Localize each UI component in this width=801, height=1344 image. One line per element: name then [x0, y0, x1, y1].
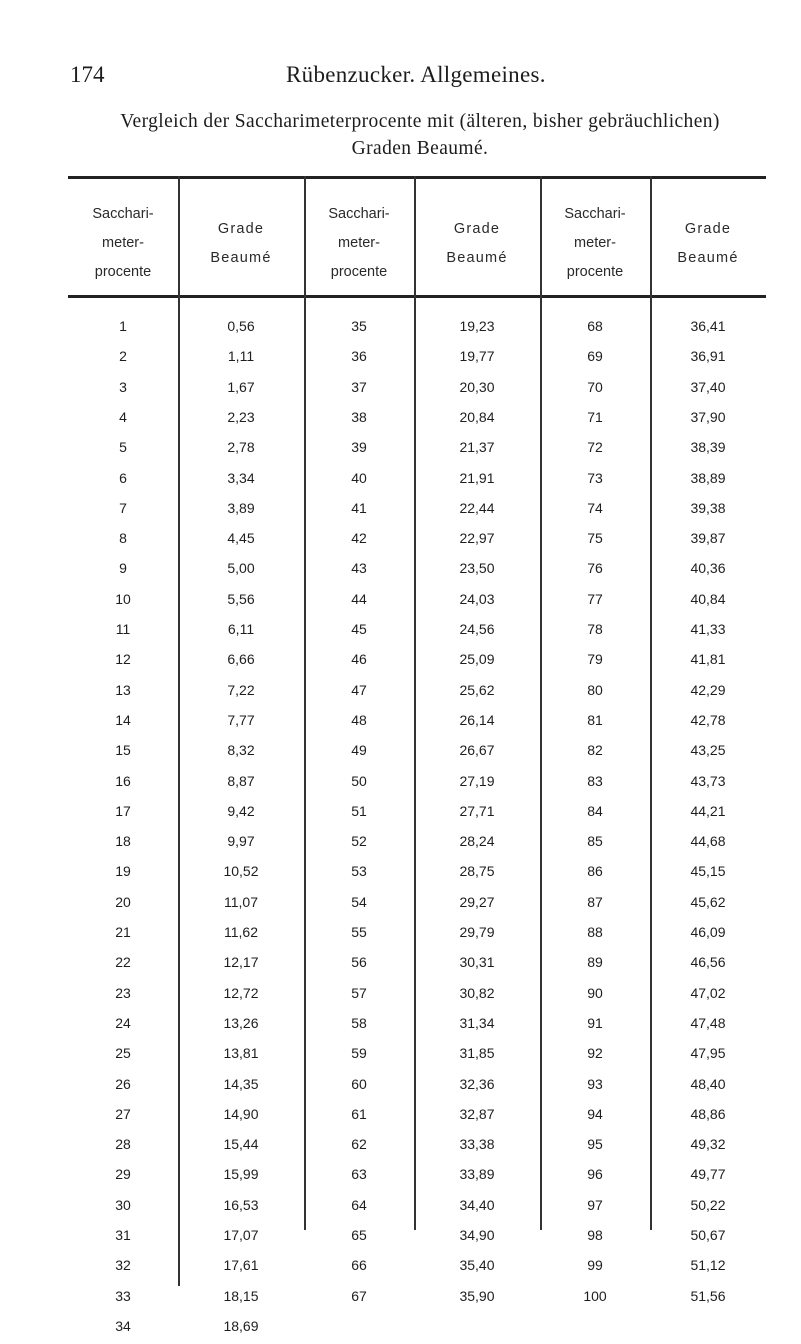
cell-grade-beaume: 3,34: [227, 469, 255, 486]
table-row: [68, 887, 766, 917]
cell-saccharimeter-procent: 67: [351, 1287, 367, 1304]
cell-saccharimeter-procent: 17: [115, 802, 131, 819]
cell-saccharimeter-procent: 70: [587, 378, 603, 395]
table-row: [68, 1038, 766, 1068]
cell-saccharimeter-procent: 66: [351, 1257, 367, 1274]
cell-saccharimeter-procent: 18: [115, 833, 131, 850]
cell-saccharimeter-procent: 99: [587, 1257, 603, 1274]
cell-saccharimeter-procent: 39: [351, 439, 367, 456]
cell-grade-beaume: 31,85: [459, 1045, 495, 1062]
header-saccharimeter-procente: Sacchari- meter- procente: [328, 206, 390, 280]
cell-grade-beaume: 10,52: [223, 863, 259, 880]
table-row: [68, 372, 766, 402]
cell-grade-beaume: 35,40: [459, 1257, 495, 1274]
cell-grade-beaume: 16,53: [223, 1196, 259, 1213]
cell-saccharimeter-procent: 96: [587, 1166, 603, 1183]
cell-grade-beaume: 40,36: [690, 560, 726, 577]
cell-saccharimeter-procent: 51: [351, 802, 367, 819]
cell-grade-beaume: 41,81: [690, 651, 726, 668]
cell-saccharimeter-procent: 54: [351, 893, 367, 910]
cell-saccharimeter-procent: 22: [115, 954, 131, 971]
cell-grade-beaume: 5,00: [227, 560, 255, 577]
cell-saccharimeter-procent: 26: [115, 1075, 131, 1092]
cell-saccharimeter-procent: 19: [115, 863, 131, 880]
cell-saccharimeter-procent: 9: [119, 560, 127, 577]
cell-grade-beaume: 11,07: [224, 893, 258, 910]
cell-saccharimeter-procent: 52: [351, 833, 367, 850]
cell-saccharimeter-procent: 45: [351, 621, 367, 637]
cell-grade-beaume: 7,22: [227, 681, 255, 698]
cell-saccharimeter-procent: 27: [115, 1105, 131, 1122]
cell-grade-beaume: 39,38: [690, 499, 726, 516]
cell-saccharimeter-procent: 3: [119, 378, 127, 395]
cell-saccharimeter-procent: 94: [587, 1105, 603, 1122]
cell-saccharimeter-procent: 38: [351, 408, 367, 425]
cell-saccharimeter-procent: 83: [587, 772, 603, 789]
cell-saccharimeter-procent: 93: [587, 1075, 603, 1092]
cell-grade-beaume: 31,34: [459, 1014, 495, 1031]
table-row: [68, 856, 766, 886]
cell-grade-beaume: 37,40: [690, 378, 726, 395]
cell-grade-beaume: 11,62: [224, 924, 258, 940]
cell-grade-beaume: 15,99: [223, 1166, 259, 1183]
caption-line-1: Vergleich der Saccharimeterprocente mit (älteren, bisher gebräuchlichen): [120, 111, 720, 132]
cell-grade-beaume: 41,33: [690, 621, 726, 637]
cell-grade-beaume: 48,86: [690, 1105, 726, 1122]
cell-grade-beaume: 46,09: [690, 924, 726, 940]
cell-grade-beaume: 7,77: [227, 711, 255, 728]
cell-grade-beaume: 17,61: [223, 1257, 259, 1274]
cell-saccharimeter-procent: 81: [587, 711, 603, 728]
cell-grade-beaume: 13,81: [223, 1045, 259, 1062]
caption-line-2: Graden Beaumé.: [351, 138, 489, 159]
cell-grade-beaume: 35,90: [459, 1287, 495, 1304]
cell-saccharimeter-procent: 50: [351, 772, 367, 789]
cell-grade-beaume: 2,78: [227, 439, 255, 456]
cell-grade-beaume: 45,62: [690, 893, 726, 910]
cell-saccharimeter-procent: 59: [351, 1045, 367, 1062]
cell-grade-beaume: 15,44: [223, 1136, 259, 1153]
cell-saccharimeter-procent: 86: [587, 863, 603, 880]
cell-grade-beaume: 8,32: [227, 742, 255, 759]
cell-grade-beaume: 21,37: [459, 439, 495, 456]
cell-grade-beaume: 44,21: [690, 802, 726, 819]
cell-saccharimeter-procent: 64: [351, 1196, 367, 1213]
cell-saccharimeter-procent: 11: [115, 621, 131, 637]
cell-grade-beaume: 4,45: [227, 530, 255, 547]
cell-grade-beaume: 6,66: [227, 651, 255, 668]
cell-saccharimeter-procent: 14: [115, 711, 131, 728]
cell-grade-beaume: 34,90: [459, 1227, 495, 1243]
table-row: [68, 584, 766, 614]
table-row: [68, 1250, 766, 1280]
table-row: [68, 1220, 766, 1250]
cell-saccharimeter-procent: 16: [115, 772, 131, 789]
cell-grade-beaume: 45,15: [690, 863, 726, 880]
cell-grade-beaume: 26,67: [459, 742, 495, 759]
cell-grade-beaume: 33,38: [459, 1136, 495, 1153]
cell-saccharimeter-procent: 2: [119, 348, 127, 365]
cell-grade-beaume: 8,87: [227, 772, 255, 789]
page-number: 174: [70, 62, 105, 87]
cell-saccharimeter-procent: 47: [351, 681, 367, 698]
table-header-rule: [68, 295, 766, 298]
table-row: [68, 735, 766, 765]
table-row: [68, 947, 766, 977]
cell-grade-beaume: 14,35: [223, 1075, 259, 1092]
table-row: [68, 341, 766, 371]
cell-grade-beaume: 5,56: [227, 590, 255, 607]
cell-grade-beaume: 37,90: [690, 408, 726, 425]
cell-saccharimeter-procent: 58: [351, 1014, 367, 1031]
table-row: [68, 1099, 766, 1129]
cell-grade-beaume: [650, 1311, 766, 1341]
cell-grade-beaume: 47,02: [690, 984, 726, 1001]
cell-saccharimeter-procent: 65: [351, 1227, 367, 1243]
cell-grade-beaume: 47,95: [690, 1045, 726, 1062]
cell-saccharimeter-procent: 63: [351, 1166, 367, 1183]
cell-grade-beaume: 22,44: [459, 499, 495, 516]
cell-grade-beaume: 42,78: [690, 711, 726, 728]
cell-saccharimeter-procent: 85: [587, 833, 603, 850]
cell-saccharimeter-procent: 76: [587, 560, 603, 577]
cell-grade-beaume: 2,23: [227, 408, 255, 425]
table-row: [68, 644, 766, 674]
table-row: [68, 796, 766, 826]
cell-saccharimeter-procent: 23: [115, 984, 131, 1001]
cell-saccharimeter-procent: 34: [115, 1317, 131, 1334]
cell-grade-beaume: 20,30: [459, 378, 495, 395]
cell-saccharimeter-procent: 84: [587, 802, 603, 819]
cell-saccharimeter-procent: 61: [351, 1105, 367, 1122]
cell-saccharimeter-procent: 82: [587, 742, 603, 759]
cell-grade-beaume: 48,40: [690, 1075, 726, 1092]
cell-grade-beaume: 44,68: [690, 833, 726, 850]
cell-grade-beaume: 33,89: [459, 1166, 495, 1183]
cell-grade-beaume: 49,32: [690, 1136, 726, 1153]
cell-saccharimeter-procent: 68: [587, 318, 603, 334]
cell-saccharimeter-procent: 53: [351, 863, 367, 880]
cell-saccharimeter-procent: 62: [351, 1136, 367, 1153]
cell-grade-beaume: 6,11: [227, 621, 255, 637]
cell-grade-beaume: 28,24: [459, 833, 495, 850]
table-row: [68, 1129, 766, 1159]
cell-grade-beaume: 43,73: [690, 772, 726, 789]
cell-grade-beaume: 17,07: [223, 1227, 259, 1243]
cell-saccharimeter-procent: 97: [587, 1196, 603, 1213]
cell-saccharimeter-procent: 6: [119, 469, 127, 486]
cell-grade-beaume: 19,23: [459, 318, 495, 334]
table-row: [68, 463, 766, 493]
cell-grade-beaume: 38,39: [690, 439, 726, 456]
cell-grade-beaume: 25,09: [459, 651, 495, 668]
cell-grade-beaume: 40,84: [690, 590, 726, 607]
cell-saccharimeter-procent: 72: [587, 439, 603, 456]
cell-saccharimeter-procent: 5: [119, 439, 127, 456]
cell-saccharimeter-procent: 89: [587, 954, 603, 971]
cell-saccharimeter-procent: 56: [351, 954, 367, 971]
cell-saccharimeter-procent: 7: [119, 499, 127, 516]
header-grade-beaume: Grade Beaumé: [677, 220, 739, 266]
cell-grade-beaume: 27,71: [459, 802, 495, 819]
cell-grade-beaume: 25,62: [459, 681, 495, 698]
cell-grade-beaume: 51,56: [690, 1287, 726, 1304]
cell-saccharimeter-procent: 95: [587, 1136, 603, 1153]
cell-grade-beaume: [414, 1311, 540, 1341]
table-row: [68, 675, 766, 705]
cell-saccharimeter-procent: 42: [351, 530, 367, 547]
header-grade-beaume: Grade Beaumé: [446, 220, 508, 266]
cell-grade-beaume: 32,36: [459, 1075, 495, 1092]
cell-saccharimeter-procent: 46: [351, 651, 367, 668]
cell-grade-beaume: 24,56: [459, 621, 495, 637]
cell-saccharimeter-procent: 80: [587, 681, 603, 698]
cell-saccharimeter-procent: 79: [587, 651, 603, 668]
cell-grade-beaume: 18,15: [223, 1287, 259, 1304]
cell-saccharimeter-procent: 91: [587, 1014, 603, 1031]
cell-saccharimeter-procent: 29: [115, 1166, 131, 1183]
table-row: [68, 917, 766, 947]
header-saccharimeter-procente: Sacchari- meter- procente: [564, 206, 626, 280]
cell-saccharimeter-procent: 21: [115, 924, 131, 940]
conversion-table: [68, 176, 766, 1334]
cell-grade-beaume: 47,48: [690, 1014, 726, 1031]
cell-grade-beaume: 3,89: [227, 499, 255, 516]
cell-grade-beaume: 21,91: [459, 469, 495, 486]
cell-grade-beaume: 14,90: [223, 1105, 259, 1122]
cell-saccharimeter-procent: 92: [587, 1045, 603, 1062]
table-row: [68, 1159, 766, 1189]
cell-saccharimeter-procent: 88: [587, 924, 603, 940]
cell-grade-beaume: 36,41: [690, 318, 726, 334]
cell-saccharimeter-procent: [540, 1311, 650, 1341]
cell-saccharimeter-procent: 43: [351, 560, 367, 577]
cell-saccharimeter-procent: 49: [351, 742, 367, 759]
table-row: [68, 1311, 766, 1341]
cell-saccharimeter-procent: 87: [587, 893, 603, 910]
cell-saccharimeter-procent: 71: [587, 408, 603, 425]
cell-saccharimeter-procent: 15: [115, 742, 131, 759]
cell-grade-beaume: 49,77: [690, 1166, 726, 1183]
cell-saccharimeter-procent: 36: [351, 348, 367, 365]
cell-saccharimeter-procent: 25: [115, 1045, 131, 1062]
table-row: [68, 826, 766, 856]
cell-saccharimeter-procent: 100: [583, 1287, 607, 1304]
header-grade-beaume: Grade Beaumé: [210, 220, 272, 266]
cell-saccharimeter-procent: 12: [115, 651, 131, 668]
cell-saccharimeter-procent: 73: [587, 469, 603, 486]
table-row: [68, 402, 766, 432]
cell-grade-beaume: 29,27: [459, 893, 495, 910]
cell-grade-beaume: 27,19: [459, 772, 495, 789]
cell-saccharimeter-procent: 44: [351, 590, 367, 607]
cell-saccharimeter-procent: 60: [351, 1075, 367, 1092]
cell-grade-beaume: 18,69: [223, 1317, 259, 1334]
cell-grade-beaume: 12,17: [223, 954, 259, 971]
table-caption: [60, 108, 780, 162]
cell-saccharimeter-procent: 8: [119, 530, 127, 547]
cell-grade-beaume: 0,56: [227, 318, 255, 334]
cell-grade-beaume: 20,84: [459, 408, 495, 425]
cell-grade-beaume: 28,75: [459, 863, 495, 880]
table-row: [68, 766, 766, 796]
cell-saccharimeter-procent: 13: [115, 681, 131, 698]
table-row: [68, 493, 766, 523]
cell-grade-beaume: 24,03: [459, 590, 495, 607]
cell-grade-beaume: 30,82: [459, 984, 495, 1001]
cell-grade-beaume: 30,31: [459, 954, 495, 971]
cell-saccharimeter-procent: 74: [587, 499, 603, 516]
cell-saccharimeter-procent: 98: [587, 1227, 603, 1243]
cell-saccharimeter-procent: 69: [587, 348, 603, 365]
cell-saccharimeter-procent: 55: [351, 924, 367, 940]
cell-grade-beaume: 26,14: [459, 711, 495, 728]
page-header: [0, 60, 801, 100]
cell-grade-beaume: 50,67: [690, 1227, 726, 1243]
cell-grade-beaume: 19,77: [459, 348, 495, 365]
cell-grade-beaume: 9,97: [227, 833, 255, 850]
cell-grade-beaume: 32,87: [459, 1105, 495, 1122]
table-row: [68, 1069, 766, 1099]
table-top-rule: [68, 176, 766, 179]
table-row: [68, 1190, 766, 1220]
cell-grade-beaume: 13,26: [223, 1014, 259, 1031]
cell-saccharimeter-procent: 32: [115, 1257, 131, 1274]
cell-saccharimeter-procent: 41: [351, 499, 367, 516]
table-row: [68, 705, 766, 735]
cell-grade-beaume: 39,87: [690, 530, 726, 547]
header-saccharimeter-procente: Sacchari- meter- procente: [92, 206, 154, 280]
cell-saccharimeter-procent: 33: [115, 1287, 131, 1304]
cell-grade-beaume: 46,56: [690, 954, 726, 971]
cell-grade-beaume: 34,40: [459, 1196, 495, 1213]
table-row: [68, 311, 766, 341]
table-row: [68, 978, 766, 1008]
cell-saccharimeter-procent: 30: [115, 1196, 131, 1213]
cell-grade-beaume: 1,11: [227, 348, 255, 365]
cell-saccharimeter-procent: 57: [351, 984, 367, 1001]
cell-saccharimeter-procent: 78: [587, 621, 603, 637]
cell-saccharimeter-procent: 28: [115, 1136, 131, 1153]
table-row: [68, 523, 766, 553]
cell-grade-beaume: 1,67: [227, 378, 255, 395]
table-row: [68, 553, 766, 583]
cell-saccharimeter-procent: [304, 1311, 414, 1341]
cell-saccharimeter-procent: 48: [351, 711, 367, 728]
cell-saccharimeter-procent: 40: [351, 469, 367, 486]
cell-grade-beaume: 23,50: [459, 560, 495, 577]
cell-saccharimeter-procent: 20: [115, 893, 131, 910]
cell-saccharimeter-procent: 24: [115, 1014, 131, 1031]
cell-grade-beaume: 50,22: [690, 1196, 726, 1213]
cell-grade-beaume: 43,25: [690, 742, 726, 759]
cell-grade-beaume: 12,72: [223, 984, 259, 1001]
cell-grade-beaume: 22,97: [459, 530, 495, 547]
cell-grade-beaume: 38,89: [690, 469, 726, 486]
table-row: [68, 614, 766, 644]
cell-saccharimeter-procent: 31: [115, 1227, 131, 1243]
cell-grade-beaume: 42,29: [690, 681, 726, 698]
cell-saccharimeter-procent: 1: [119, 318, 127, 334]
table-row: [68, 432, 766, 462]
cell-grade-beaume: 51,12: [690, 1257, 726, 1274]
cell-saccharimeter-procent: 35: [351, 318, 367, 334]
cell-grade-beaume: 29,79: [459, 924, 495, 940]
table-row: [68, 1281, 766, 1311]
cell-saccharimeter-procent: 37: [351, 378, 367, 395]
cell-saccharimeter-procent: 4: [119, 408, 127, 425]
cell-saccharimeter-procent: 90: [587, 984, 603, 1001]
cell-saccharimeter-procent: 75: [587, 530, 603, 547]
table-row: [68, 1008, 766, 1038]
cell-saccharimeter-procent: 77: [587, 590, 603, 607]
running-title: Rübenzucker. Allgemeines.: [286, 62, 546, 87]
cell-grade-beaume: 9,42: [227, 802, 255, 819]
cell-grade-beaume: 36,91: [690, 348, 726, 365]
cell-saccharimeter-procent: 10: [115, 590, 131, 607]
